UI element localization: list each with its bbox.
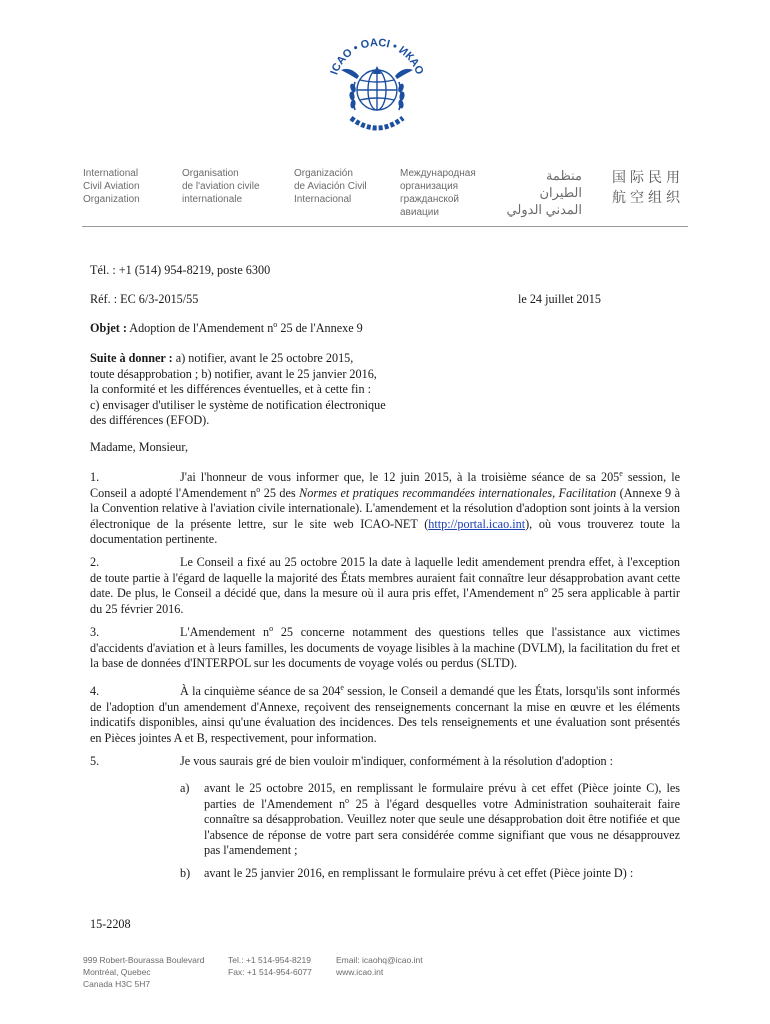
list-item-label: b) xyxy=(180,866,191,880)
list-item-label: a) xyxy=(180,781,190,795)
org-name-ru: Международная организация гражданской авиации xyxy=(400,168,476,218)
org-name-fr: Organisation de l'aviation civile internationale xyxy=(182,168,260,205)
letter-date: le 24 juillet 2015 xyxy=(518,292,601,306)
paragraph-number: 1. xyxy=(90,470,100,484)
footer-contact: Email: icaohq@icao.int www.icao.int xyxy=(336,955,423,977)
paragraph-number: 5. xyxy=(90,754,100,768)
paragraph-3: 3. L'Amendement $n^o$ 25 concerne notamment des questions telles que l'assistance aux victimes d'accidents d'aviation et à leurs familles, les documents de voyage lisibles à la machine (DVLM), la facilitation du fret et la base de données d'INTERPOL sur les documents de voyage volés ou perdus (SLTD). xyxy=(90,623,680,670)
footer-address: 999 Robert-Bourassa Boulevard Montréal, Quebec Canada H3C 5H7 xyxy=(83,955,205,989)
paragraph-4: 4. À la cinquième séance de sa 204e session, le Conseil a demandé que les États, lorsqu'ils sont informés de l'adoption d'un amendement d'Annexe, reçoivent des renseignements concernant la mise en œuvre et les éléments indicatifs disponibles, ainsi qu'une évaluation des incidences. Des tels renseignements et une évaluation sont présentés en Pièces jointes A et B, respectivement, pour information. xyxy=(90,682,680,745)
org-name-ar: منظمة الطيران المدني الدولي xyxy=(506,168,582,217)
paragraph-number: 2. xyxy=(90,555,100,569)
telephone-line: Tél. : +1 (514) 954-8219, poste 6300 xyxy=(90,263,271,277)
subject-label: Objet : xyxy=(90,321,127,335)
paragraph-number: 4. xyxy=(90,684,100,698)
logo-text: ICAO • OACI • ИКАО xyxy=(328,36,426,77)
reference-line: Réf. : EC 6/3-2015/55 xyxy=(90,292,199,306)
org-name-es: Organización de Aviación Civil Internacional xyxy=(294,168,367,205)
list-item-text: avant le 25 janvier 2016, en remplissant le formulaire prévu à cet effet (Pièce jointe D) : xyxy=(204,866,634,880)
salutation: Madame, Monsieur, xyxy=(90,440,189,454)
portal-link[interactable]: http://portal.icao.int xyxy=(428,516,526,531)
icao-emblem xyxy=(321,26,433,142)
org-name-zh: 国际民用 航空组织 xyxy=(612,169,684,205)
globe-icon xyxy=(357,70,397,110)
lower-script-mark xyxy=(351,118,403,128)
action-label: Suite à donner : xyxy=(90,351,173,365)
list-item-text: avant le 25 octobre 2015, en remplissant le formulaire prévu à cet effet (Pièce jointe C), les parties de l'Amendement $n^o$ 25 à l'égard desquelles votre Administration souhaiterait faire connaître sa désapprobation. Veuillez noter que seule une désapprobation doit être notifiée et que l'absence de réponse de votre part sera considérée comme signifiant que vous ne désapprouvez pas l'amendement ; xyxy=(204,781,680,857)
action-block: Suite à donner : a) notifier, avant le 25 octobre 2015, toute désapprobation ; b) notifier, avant le 25 janvier 2016, la conformité et les différences éventuelles, et à cette fin : c) envisager d'utiliser le système de notification électronique des différences (EFOD). xyxy=(90,351,386,427)
document-number: 15-2208 xyxy=(90,917,131,931)
subject-line: Objet : Adoption de l'Amendement $n^o$ 25 de l'Annexe 9 xyxy=(90,319,363,335)
org-name-en: International Civil Aviation Organization xyxy=(83,168,140,205)
footer-phone: Tel.: +1 514-954-8219 Fax: +1 514-954-6077 xyxy=(228,955,312,977)
paragraph-1: 1. J'ai l'honneur de vous informer que, le 12 juin 2015, à la troisième séance de sa 205e session, le Conseil a adopté l'Amendement $n^o$ 25 des Normes et pratiques recommandées internationales, Facilitation (Annexe 9 à la Convention relative à l'aviation civile internationale). L'amendement et la résolution d'adoption sont joints à la version électronique de la présente lettre, sur le site web ICAO-NET (http://portal.icao.int), où vous trouverez toute la documentation pertinente. xyxy=(90,468,681,546)
paragraph-number: 3. xyxy=(90,625,100,639)
paragraph-2: 2. Le Conseil a fixé au 25 octobre 2015 la date à laquelle ledit amendement prendra effet, à l'exception de toute partie à l'égard de laquelle la majorité des États membres auraient fait connaître leur désapprobation avant cette date. De plus, le Conseil a décidé que, dans la mesure où il aura pris effet, l'Amendement $n^o$ 25 sera applicable à partir du 25 février 2016. xyxy=(90,555,680,616)
paragraph-5: 5. Je vous saurais gré de bien vouloir m'indiquer, conformément à la résolution d'adoption : xyxy=(90,754,614,768)
header-rule xyxy=(82,226,688,227)
